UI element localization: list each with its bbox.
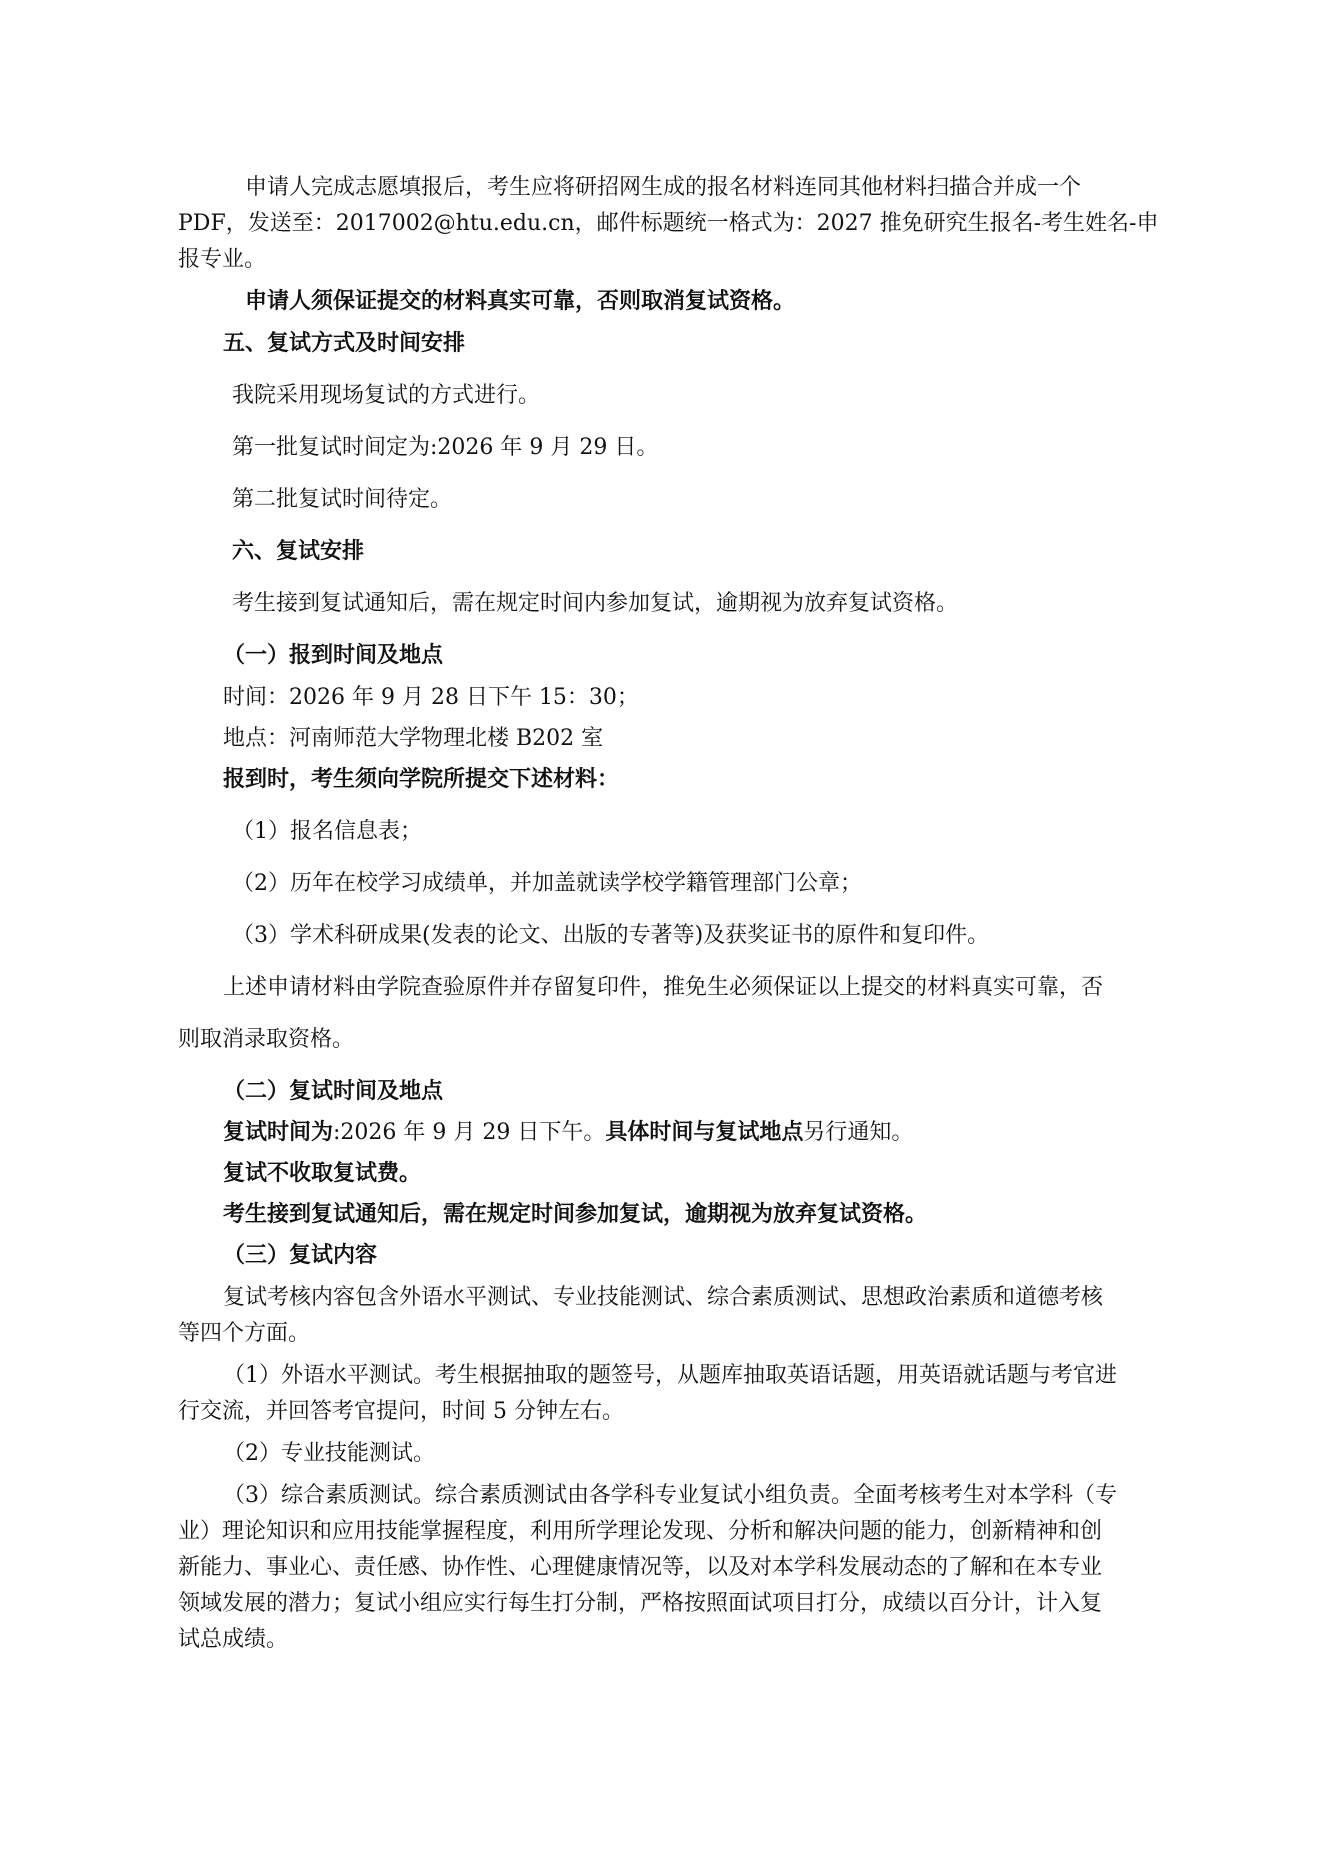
subsection-1-heading: （一）报到时间及地点	[223, 642, 444, 668]
retest-time-label: 复试时间为	[223, 1119, 334, 1145]
retest-fee: 复试不收取复试费。	[223, 1160, 422, 1186]
retest-time-detail: 具体时间与复试地点	[605, 1119, 804, 1145]
intro-line-2: PDF，发送至：2017002@htu.edu.cn，邮件标题统一格式为：2027 推免研究生报名-考生姓名-申	[178, 211, 1159, 236]
section-6-intro: 考生接到复试通知后，需在规定时间内参加复试，逾期视为放弃复试资格。	[232, 591, 959, 616]
section-5-heading: 五、复试方式及时间安排	[223, 330, 466, 356]
retest-time	[223, 1115, 913, 1146]
content-item-2: （2）专业技能测试。	[223, 1441, 435, 1466]
intro-guarantee: 申请人须保证提交的材料真实可靠，否则取消复试资格。	[245, 288, 796, 314]
section-5-paragraph-1: 我院采用现场复试的方式进行。	[232, 383, 541, 408]
content-item-1-line-2: 行交流，并回答考官提问，时间 5 分钟左右。	[178, 1399, 624, 1424]
materials-note-line-1: 上述申请材料由学院查验原件并存留复印件，推免生必须保证以上提交的材料真实可靠，否	[223, 975, 1104, 1000]
content-item-3-line-2: 业）理论知识和应用技能掌握程度，利用所学理论发现、分析和解决问题的能力，创新精神和创	[178, 1519, 1103, 1544]
intro-line-3: 报专业。	[178, 247, 267, 272]
checkin-time: 时间：2026 年 9 月 28 日下午 15：30；	[223, 685, 639, 710]
materials-note-line-2: 则取消录取资格。	[178, 1027, 355, 1052]
materials-item-2: （2）历年在校学习成绩单，并加盖就读学校学籍管理部门公章；	[232, 871, 862, 896]
retest-time-tail: 另行通知。	[803, 1120, 914, 1145]
content-intro-line-1: 复试考核内容包含外语水平测试、专业技能测试、综合素质测试、思想政治素质和道德考核	[223, 1285, 1104, 1310]
content-item-3-line-4: 领域发展的潜力；复试小组应实行每生打分制，严格按照面试项目打分，成绩以百分计，计入复	[178, 1591, 1103, 1616]
section-5-paragraph-2: 第一批复试时间定为:2026 年 9 月 29 日。	[232, 435, 659, 460]
intro-line-1: 申请人完成志愿填报后，考生应将研招网生成的报名材料连同其他材料扫描合并成一个	[245, 175, 1082, 200]
content-item-3-line-1: （3）综合素质测试。综合素质测试由各学科专业复试小组负责。全面考核考生对本学科（专	[223, 1483, 1118, 1508]
checkin-place: 地点：河南师范大学物理北楼 B202 室	[223, 726, 604, 751]
content-item-3-line-3: 新能力、事业心、责任感、协作性、心理健康情况等，以及对本学科发展动态的了解和在本专业	[178, 1555, 1103, 1580]
materials-intro: 报到时，考生须向学院所提交下述材料：	[223, 766, 620, 792]
subsection-2-heading: （二）复试时间及地点	[223, 1078, 444, 1104]
materials-item-1: （1）报名信息表；	[232, 819, 422, 844]
subsection-3-heading: （三）复试内容	[223, 1242, 378, 1268]
content-intro-line-2: 等四个方面。	[178, 1321, 311, 1346]
content-item-3-line-5: 试总成绩。	[178, 1627, 289, 1652]
retest-warning: 考生接到复试通知后，需在规定时间参加复试，逾期视为放弃复试资格。	[223, 1201, 928, 1227]
content-item-1-line-1: （1）外语水平测试。考生根据抽取的题签号，从题库抽取英语话题，用英语就话题与考官进	[223, 1363, 1118, 1388]
section-5-paragraph-3: 第二批复试时间待定。	[232, 487, 453, 512]
materials-item-3: （3）学术科研成果(发表的论文、出版的专著等)及获奖证书的原件和复印件。	[232, 923, 990, 948]
section-6-heading: 六、复试安排	[232, 538, 365, 564]
retest-time-value: :2026 年 9 月 29 日下午。	[333, 1120, 606, 1145]
